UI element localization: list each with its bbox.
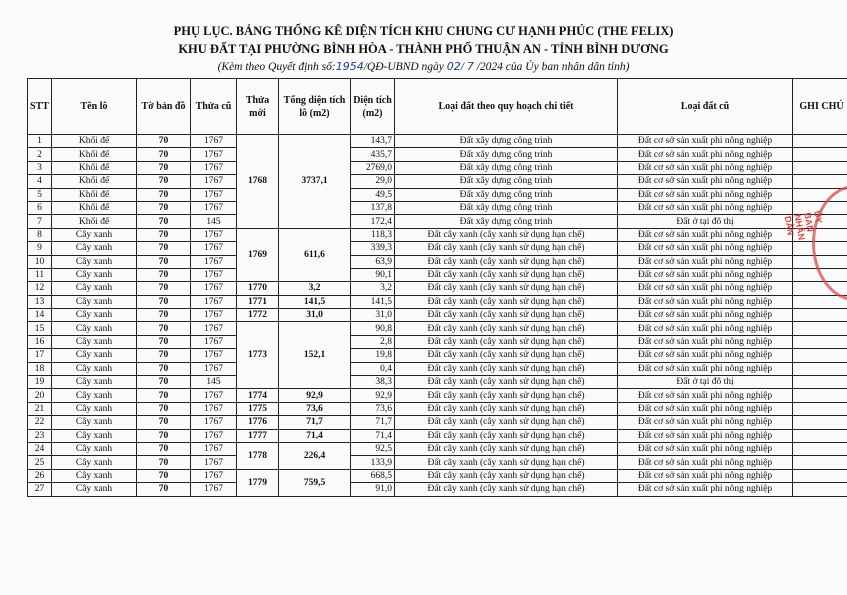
cell-loai-dat-quy-hoach: Đất xây dựng công trình [395, 161, 618, 174]
cell-loai-dat-quy-hoach: Đất cây xanh (cây xanh sử dụng hạn chế) [395, 242, 618, 255]
cell-loai-dat-cu: Đất cơ sở sản xuất phi nông nghiệp [618, 148, 793, 161]
col-header-ten-lo: Tên lô [52, 79, 137, 135]
cell-loai-dat-quy-hoach: Đất cây xanh (cây xanh sử dụng hạn chế) [395, 469, 618, 482]
cell-thua-cu: 1767 [191, 335, 237, 348]
cell-thua-cu: 1767 [191, 242, 237, 255]
cell-thua-cu: 1767 [191, 135, 237, 148]
cell-loai-dat-cu: Đất cơ sở sản xuất phi nông nghiệp [618, 389, 793, 402]
cell-to-ban-do: 70 [137, 469, 191, 482]
cell-thua-cu: 1767 [191, 268, 237, 281]
cell-ten-lo: Cây xanh [52, 242, 137, 255]
cell-ten-lo: Cây xanh [52, 469, 137, 482]
cell-loai-dat-quy-hoach: Đất cây xanh (cây xanh sử dụng hạn chế) [395, 483, 618, 496]
table-row [28, 228, 847, 241]
cell-dien-tich: 71,7 [351, 416, 395, 429]
cell-dien-tich: 0,4 [351, 362, 395, 375]
cell-ghi-chu [793, 175, 847, 188]
cell-dien-tich: 141,5 [351, 295, 395, 308]
cell-ghi-chu [793, 161, 847, 174]
cell-stt: 13 [28, 295, 52, 308]
cell-thua-moi: 1768 [237, 135, 279, 229]
col-header-loai-dat-cu: Loại đất cũ [618, 79, 793, 135]
cell-loai-dat-quy-hoach: Đất xây dựng công trình [395, 148, 618, 161]
cell-to-ban-do: 70 [137, 362, 191, 375]
cell-to-ban-do: 70 [137, 228, 191, 241]
cell-loai-dat-cu: Đất cơ sở sản xuất phi nông nghiệp [618, 442, 793, 455]
cell-tong-dien-tich: 759,5 [279, 469, 351, 496]
cell-tong-dien-tich: 141,5 [279, 295, 351, 308]
cell-loai-dat-quy-hoach: Đất cây xanh (cây xanh sử dụng hạn chế) [395, 416, 618, 429]
cell-ten-lo: Cây xanh [52, 268, 137, 281]
cell-loai-dat-cu: Đất cơ sở sản xuất phi nông nghiệp [618, 295, 793, 308]
cell-stt: 24 [28, 442, 52, 455]
cell-thua-cu: 1767 [191, 442, 237, 455]
cell-tong-dien-tich: 71,7 [279, 416, 351, 429]
cell-thua-cu: 1767 [191, 148, 237, 161]
cell-ten-lo: Khối đế [52, 161, 137, 174]
decision-day: 02 [446, 60, 461, 73]
cell-ten-lo: Khối đế [52, 201, 137, 214]
cell-stt: 27 [28, 483, 52, 496]
cell-ten-lo: Cây xanh [52, 389, 137, 402]
table-row [28, 255, 847, 268]
cell-thua-cu: 1767 [191, 389, 237, 402]
cell-loai-dat-cu: Đất cơ sở sản xuất phi nông nghiệp [618, 135, 793, 148]
cell-loai-dat-cu: Đất cơ sở sản xuất phi nông nghiệp [618, 322, 793, 335]
decision-reference: (Kèm theo Quyết định số:1954/QĐ-UBND ngày 02/ 7 /2024 của Ủy ban nhân dân tỉnh) [217, 60, 630, 73]
cell-to-ban-do: 70 [137, 268, 191, 281]
table-row [28, 335, 847, 348]
cell-ghi-chu [793, 135, 847, 148]
table-row [28, 135, 847, 148]
cell-loai-dat-quy-hoach: Đất cây xanh (cây xanh sử dụng hạn chế) [395, 309, 618, 322]
table-row [28, 349, 847, 362]
cell-stt: 12 [28, 282, 52, 295]
cell-ghi-chu [793, 469, 847, 482]
cell-dien-tich: 90,8 [351, 322, 395, 335]
cell-loai-dat-cu: Đất cơ sở sản xuất phi nông nghiệp [618, 483, 793, 496]
cell-thua-cu: 1767 [191, 188, 237, 201]
cell-loai-dat-cu: Đất ở tại đô thị [618, 376, 793, 389]
cell-stt: 10 [28, 255, 52, 268]
cell-dien-tich: 49,5 [351, 188, 395, 201]
cell-thua-moi: 1773 [237, 322, 279, 389]
cell-to-ban-do: 70 [137, 483, 191, 496]
cell-to-ban-do: 70 [137, 349, 191, 362]
cell-thua-cu: 1767 [191, 228, 237, 241]
cell-loai-dat-cu: Đất cơ sở sản xuất phi nông nghiệp [618, 242, 793, 255]
cell-loai-dat-cu: Đất cơ sở sản xuất phi nông nghiệp [618, 188, 793, 201]
cell-dien-tich: 91,0 [351, 483, 395, 496]
cell-ten-lo: Cây xanh [52, 442, 137, 455]
cell-stt: 14 [28, 309, 52, 322]
cell-ghi-chu [793, 429, 847, 442]
cell-thua-cu: 1767 [191, 483, 237, 496]
cell-thua-cu: 1767 [191, 201, 237, 214]
cell-stt: 3 [28, 161, 52, 174]
cell-stt: 25 [28, 456, 52, 469]
cell-ten-lo: Khối đế [52, 188, 137, 201]
cell-ten-lo: Cây xanh [52, 322, 137, 335]
cell-thua-cu: 1767 [191, 295, 237, 308]
cell-loai-dat-cu: Đất cơ sở sản xuất phi nông nghiệp [618, 161, 793, 174]
cell-stt: 18 [28, 362, 52, 375]
cell-ghi-chu [793, 442, 847, 455]
cell-stt: 19 [28, 376, 52, 389]
table-body [28, 135, 847, 497]
document-title: PHỤ LỤC. BẢNG THỐNG KÊ DIỆN TÍCH KHU CHUNG CƯ HẠNH PHÚC (THE FELIX) [173, 24, 674, 38]
cell-loai-dat-cu: Đất cơ sở sản xuất phi nông nghiệp [618, 175, 793, 188]
cell-to-ban-do: 70 [137, 309, 191, 322]
cell-dien-tich: 435,7 [351, 148, 395, 161]
cell-ten-lo: Khối đế [52, 135, 137, 148]
cell-to-ban-do: 70 [137, 242, 191, 255]
cell-loai-dat-cu: Đất cơ sở sản xuất phi nông nghiệp [618, 309, 793, 322]
decision-mid: /QĐ-UBND ngày [363, 61, 444, 73]
cell-loai-dat-quy-hoach: Đất xây dựng công trình [395, 135, 618, 148]
cell-loai-dat-quy-hoach: Đất cây xanh (cây xanh sử dụng hạn chế) [395, 429, 618, 442]
cell-dien-tich: 92,5 [351, 442, 395, 455]
cell-ten-lo: Cây xanh [52, 376, 137, 389]
cell-ten-lo: Cây xanh [52, 416, 137, 429]
cell-loai-dat-quy-hoach: Đất cây xanh (cây xanh sử dụng hạn chế) [395, 255, 618, 268]
cell-to-ban-do: 70 [137, 282, 191, 295]
decision-month: 7 [466, 60, 474, 73]
cell-dien-tich: 90,1 [351, 268, 395, 281]
cell-to-ban-do: 70 [137, 429, 191, 442]
cell-ghi-chu [793, 376, 847, 389]
cell-ten-lo: Cây xanh [52, 335, 137, 348]
cell-loai-dat-quy-hoach: Đất cây xanh (cây xanh sử dụng hạn chế) [395, 349, 618, 362]
cell-ten-lo: Khối đế [52, 215, 137, 228]
cell-loai-dat-quy-hoach: Đất cây xanh (cây xanh sử dụng hạn chế) [395, 402, 618, 415]
cell-loai-dat-quy-hoach: Đất cây xanh (cây xanh sử dụng hạn chế) [395, 376, 618, 389]
cell-ten-lo: Cây xanh [52, 228, 137, 241]
cell-loai-dat-quy-hoach: Đất xây dựng công trình [395, 201, 618, 214]
table-row [28, 483, 847, 496]
cell-dien-tich: 19,8 [351, 349, 395, 362]
cell-to-ban-do: 70 [137, 295, 191, 308]
land-area-table [27, 78, 847, 497]
cell-ghi-chu [793, 309, 847, 322]
cell-stt: 11 [28, 268, 52, 281]
cell-ten-lo: Khối đế [52, 148, 137, 161]
cell-thua-moi: 1770 [237, 282, 279, 295]
cell-ten-lo: Cây xanh [52, 402, 137, 415]
cell-loai-dat-cu: Đất cơ sở sản xuất phi nông nghiệp [618, 335, 793, 348]
table-row [28, 161, 847, 174]
col-header-thua-moi: Thửa mới [237, 79, 279, 135]
cell-dien-tich: 38,3 [351, 376, 395, 389]
table-row [28, 442, 847, 455]
table-row [28, 416, 847, 429]
cell-dien-tich: 172,4 [351, 215, 395, 228]
cell-ghi-chu [793, 148, 847, 161]
cell-loai-dat-cu: Đất cơ sở sản xuất phi nông nghiệp [618, 402, 793, 415]
cell-to-ban-do: 70 [137, 175, 191, 188]
cell-thua-cu: 1767 [191, 429, 237, 442]
cell-thua-cu: 1767 [191, 362, 237, 375]
cell-thua-cu: 1767 [191, 255, 237, 268]
cell-thua-moi: 1776 [237, 416, 279, 429]
cell-to-ban-do: 70 [137, 376, 191, 389]
cell-tong-dien-tich: 3,2 [279, 282, 351, 295]
cell-to-ban-do: 70 [137, 456, 191, 469]
decision-prefix: (Kèm theo Quyết định số: [217, 61, 336, 73]
cell-dien-tich: 118,3 [351, 228, 395, 241]
table-row [28, 389, 847, 402]
decision-number: 1954 [335, 60, 364, 73]
table-row [28, 469, 847, 482]
cell-dien-tich: 143,7 [351, 135, 395, 148]
cell-stt: 5 [28, 188, 52, 201]
cell-dien-tich: 339,3 [351, 242, 395, 255]
cell-to-ban-do: 70 [137, 135, 191, 148]
cell-loai-dat-cu: Đất cơ sở sản xuất phi nông nghiệp [618, 201, 793, 214]
cell-thua-moi: 1771 [237, 295, 279, 308]
cell-thua-moi: 1775 [237, 402, 279, 415]
col-header-dien-tich: Diện tích (m2) [351, 79, 395, 135]
cell-loai-dat-quy-hoach: Đất cây xanh (cây xanh sử dụng hạn chế) [395, 442, 618, 455]
cell-loai-dat-cu: Đất ở tại đô thị [618, 215, 793, 228]
cell-thua-cu: 1767 [191, 469, 237, 482]
cell-loai-dat-cu: Đất cơ sở sản xuất phi nông nghiệp [618, 228, 793, 241]
cell-dien-tich: 3,2 [351, 282, 395, 295]
cell-thua-moi: 1772 [237, 309, 279, 322]
cell-to-ban-do: 70 [137, 161, 191, 174]
cell-ten-lo: Cây xanh [52, 456, 137, 469]
table-row [28, 201, 847, 214]
cell-ghi-chu [793, 362, 847, 375]
cell-dien-tich: 92,9 [351, 389, 395, 402]
cell-to-ban-do: 70 [137, 322, 191, 335]
cell-thua-cu: 145 [191, 215, 237, 228]
table-row [28, 362, 847, 375]
cell-ghi-chu [793, 322, 847, 335]
cell-thua-cu: 1767 [191, 416, 237, 429]
cell-ghi-chu [793, 456, 847, 469]
cell-tong-dien-tich: 3737,1 [279, 135, 351, 229]
cell-loai-dat-quy-hoach: Đất cây xanh (cây xanh sử dụng hạn chế) [395, 362, 618, 375]
cell-stt: 2 [28, 148, 52, 161]
cell-ten-lo: Cây xanh [52, 483, 137, 496]
document-subtitle: KHU ĐẤT TẠI PHƯỜNG BÌNH HÒA - THÀNH PHỐ THUẬN AN - TỈNH BÌNH DƯƠNG [178, 42, 669, 56]
cell-thua-moi: 1769 [237, 228, 279, 282]
cell-thua-cu: 145 [191, 376, 237, 389]
cell-to-ban-do: 70 [137, 148, 191, 161]
cell-to-ban-do: 70 [137, 442, 191, 455]
table-row [28, 376, 847, 389]
cell-thua-cu: 1767 [191, 175, 237, 188]
cell-dien-tich: 29,0 [351, 175, 395, 188]
cell-dien-tich: 31,0 [351, 309, 395, 322]
cell-stt: 15 [28, 322, 52, 335]
table-row [28, 295, 847, 308]
cell-stt: 26 [28, 469, 52, 482]
cell-tong-dien-tich: 92,9 [279, 389, 351, 402]
cell-dien-tich: 2769,0 [351, 161, 395, 174]
cell-tong-dien-tich: 71,4 [279, 429, 351, 442]
cell-loai-dat-cu: Đất cơ sở sản xuất phi nông nghiệp [618, 456, 793, 469]
cell-loai-dat-cu: Đất cơ sở sản xuất phi nông nghiệp [618, 469, 793, 482]
seal-text: ỦY BAN NHÂN DÂN [782, 210, 825, 241]
cell-ghi-chu [793, 402, 847, 415]
cell-stt: 20 [28, 389, 52, 402]
cell-thua-moi: 1779 [237, 469, 279, 496]
cell-to-ban-do: 70 [137, 416, 191, 429]
cell-thua-cu: 1767 [191, 282, 237, 295]
col-header-thua-cu: Thửa cũ [191, 79, 237, 135]
cell-ghi-chu [793, 483, 847, 496]
cell-dien-tich: 63,9 [351, 255, 395, 268]
table-row [28, 456, 847, 469]
table-header-row [28, 79, 847, 135]
cell-stt: 9 [28, 242, 52, 255]
cell-stt: 17 [28, 349, 52, 362]
cell-ghi-chu [793, 389, 847, 402]
cell-loai-dat-quy-hoach: Đất cây xanh (cây xanh sử dụng hạn chế) [395, 228, 618, 241]
cell-thua-cu: 1767 [191, 349, 237, 362]
col-header-ghi-chu: GHI CHÚ [793, 79, 847, 135]
table-row [28, 282, 847, 295]
cell-loai-dat-quy-hoach: Đất cây xanh (cây xanh sử dụng hạn chế) [395, 282, 618, 295]
cell-loai-dat-cu: Đất cơ sở sản xuất phi nông nghiệp [618, 282, 793, 295]
table-row [28, 148, 847, 161]
cell-ten-lo: Cây xanh [52, 282, 137, 295]
cell-loai-dat-cu: Đất cơ sở sản xuất phi nông nghiệp [618, 362, 793, 375]
cell-dien-tich: 2,8 [351, 335, 395, 348]
table-row [28, 322, 847, 335]
cell-thua-moi: 1777 [237, 429, 279, 442]
cell-tong-dien-tich: 226,4 [279, 442, 351, 469]
cell-thua-cu: 1767 [191, 456, 237, 469]
cell-loai-dat-quy-hoach: Đất cây xanh (cây xanh sử dụng hạn chế) [395, 335, 618, 348]
cell-loai-dat-quy-hoach: Đất xây dựng công trình [395, 175, 618, 188]
table-row [28, 175, 847, 188]
cell-ghi-chu [793, 335, 847, 348]
cell-loai-dat-quy-hoach: Đất xây dựng công trình [395, 188, 618, 201]
cell-stt: 7 [28, 215, 52, 228]
table-row [28, 268, 847, 281]
cell-stt: 8 [28, 228, 52, 241]
cell-dien-tich: 133,9 [351, 456, 395, 469]
cell-loai-dat-quy-hoach: Đất cây xanh (cây xanh sử dụng hạn chế) [395, 295, 618, 308]
cell-to-ban-do: 70 [137, 188, 191, 201]
cell-loai-dat-cu: Đất cơ sở sản xuất phi nông nghiệp [618, 416, 793, 429]
cell-ten-lo: Cây xanh [52, 295, 137, 308]
table-row [28, 242, 847, 255]
cell-loai-dat-quy-hoach: Đất cây xanh (cây xanh sử dụng hạn chế) [395, 268, 618, 281]
cell-to-ban-do: 70 [137, 402, 191, 415]
col-header-tong-dien-tich: Tổng diện tích lô (m2) [279, 79, 351, 135]
cell-to-ban-do: 70 [137, 389, 191, 402]
cell-tong-dien-tich: 152,1 [279, 322, 351, 389]
cell-to-ban-do: 70 [137, 335, 191, 348]
table-row [28, 309, 847, 322]
cell-thua-cu: 1767 [191, 322, 237, 335]
cell-ten-lo: Cây xanh [52, 429, 137, 442]
cell-ten-lo: Cây xanh [52, 255, 137, 268]
decision-suffix: /2024 của Ủy ban nhân dân tỉnh) [476, 61, 630, 73]
col-header-stt: STT [28, 79, 52, 135]
cell-ten-lo: Cây xanh [52, 349, 137, 362]
cell-dien-tich: 71,4 [351, 429, 395, 442]
cell-ghi-chu [793, 416, 847, 429]
table-row [28, 215, 847, 228]
cell-loai-dat-cu: Đất cơ sở sản xuất phi nông nghiệp [618, 429, 793, 442]
cell-loai-dat-quy-hoach: Đất xây dựng công trình [395, 215, 618, 228]
cell-thua-moi: 1774 [237, 389, 279, 402]
cell-stt: 16 [28, 335, 52, 348]
cell-thua-cu: 1767 [191, 309, 237, 322]
cell-dien-tich: 668,5 [351, 469, 395, 482]
cell-loai-dat-quy-hoach: Đất cây xanh (cây xanh sử dụng hạn chế) [395, 322, 618, 335]
cell-to-ban-do: 70 [137, 255, 191, 268]
cell-stt: 23 [28, 429, 52, 442]
cell-tong-dien-tich: 611,6 [279, 228, 351, 282]
cell-tong-dien-tich: 31,0 [279, 309, 351, 322]
cell-stt: 1 [28, 135, 52, 148]
cell-thua-cu: 1767 [191, 161, 237, 174]
table-row [28, 429, 847, 442]
cell-thua-cu: 1767 [191, 402, 237, 415]
cell-dien-tich: 73,6 [351, 402, 395, 415]
col-header-to-ban-do: Tờ bản đồ [137, 79, 191, 135]
cell-stt: 21 [28, 402, 52, 415]
cell-to-ban-do: 70 [137, 201, 191, 214]
cell-loai-dat-cu: Đất cơ sở sản xuất phi nông nghiệp [618, 268, 793, 281]
table-row [28, 402, 847, 415]
cell-dien-tich: 137,8 [351, 201, 395, 214]
cell-loai-dat-cu: Đất cơ sở sản xuất phi nông nghiệp [618, 255, 793, 268]
cell-loai-dat-cu: Đất cơ sở sản xuất phi nông nghiệp [618, 349, 793, 362]
cell-thua-moi: 1778 [237, 442, 279, 469]
cell-stt: 4 [28, 175, 52, 188]
cell-stt: 22 [28, 416, 52, 429]
cell-stt: 6 [28, 201, 52, 214]
col-header-loai-dat-quy-hoach: Loại đất theo quy hoạch chi tiết [395, 79, 618, 135]
cell-ten-lo: Khối đế [52, 175, 137, 188]
cell-ten-lo: Cây xanh [52, 309, 137, 322]
cell-ghi-chu [793, 349, 847, 362]
cell-loai-dat-quy-hoach: Đất cây xanh (cây xanh sử dụng hạn chế) [395, 389, 618, 402]
table-row [28, 188, 847, 201]
cell-tong-dien-tich: 73,6 [279, 402, 351, 415]
cell-ten-lo: Cây xanh [52, 362, 137, 375]
cell-to-ban-do: 70 [137, 215, 191, 228]
cell-loai-dat-quy-hoach: Đất cây xanh (cây xanh sử dụng hạn chế) [395, 456, 618, 469]
